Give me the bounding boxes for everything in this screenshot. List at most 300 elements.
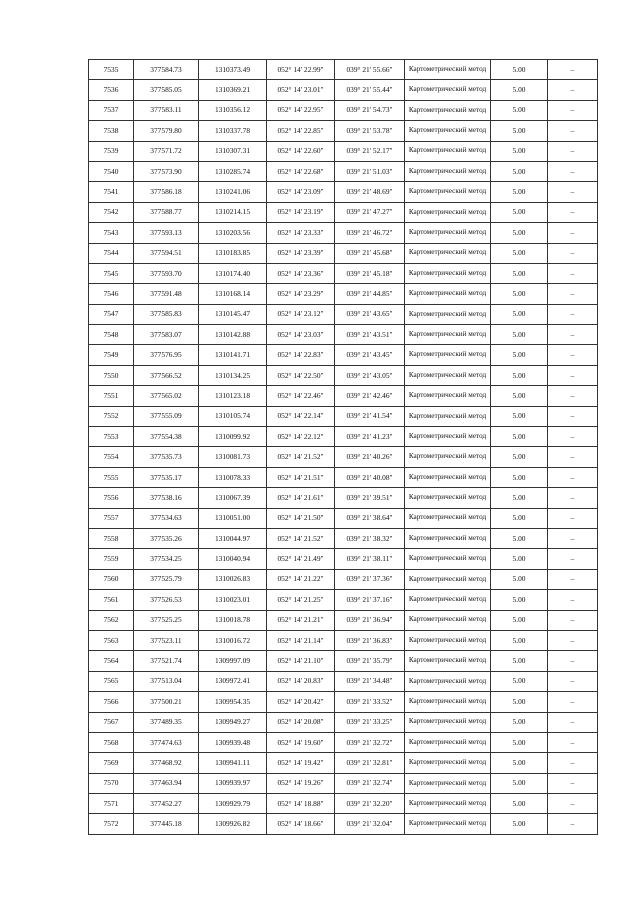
latitude-cell: 052° 14' 23.36" xyxy=(267,263,335,283)
accuracy-cell: 5.00 xyxy=(491,671,548,691)
accuracy-cell: 5.00 xyxy=(491,630,548,650)
x-coordinate-cell: 377583.11 xyxy=(134,100,199,120)
accuracy-cell: 5.00 xyxy=(491,161,548,181)
y-coordinate-cell: 1309926.82 xyxy=(199,814,267,834)
method-cell: Картометрический метод xyxy=(405,488,491,508)
description-cell: – xyxy=(548,773,598,793)
description-cell: – xyxy=(548,467,598,487)
table-row xyxy=(89,365,598,385)
method-cell: Картометрический метод xyxy=(405,427,491,447)
x-coordinate-cell: 377586.18 xyxy=(134,182,199,202)
y-coordinate-cell: 1310373.49 xyxy=(199,60,267,80)
latitude-cell: 052° 14' 22.60" xyxy=(267,141,335,161)
latitude-cell: 052° 14' 22.95" xyxy=(267,100,335,120)
description-cell: – xyxy=(548,223,598,243)
accuracy-cell: 5.00 xyxy=(491,467,548,487)
latitude-cell: 052° 14' 21.49" xyxy=(267,549,335,569)
point-number-cell: 7539 xyxy=(89,141,134,161)
longitude-cell: 039° 21' 43.65" xyxy=(335,304,405,324)
x-coordinate-cell: 377576.95 xyxy=(134,345,199,365)
table-row xyxy=(89,141,598,161)
method-cell: Картометрический метод xyxy=(405,243,491,263)
longitude-cell: 039° 21' 32.20" xyxy=(335,794,405,814)
accuracy-cell: 5.00 xyxy=(491,651,548,671)
description-cell: – xyxy=(548,161,598,181)
table-row xyxy=(89,202,598,222)
method-cell: Картометрический метод xyxy=(405,467,491,487)
longitude-cell: 039° 21' 55.44" xyxy=(335,80,405,100)
accuracy-cell: 5.00 xyxy=(491,732,548,752)
y-coordinate-cell: 1310142.88 xyxy=(199,325,267,345)
longitude-cell: 039° 21' 37.16" xyxy=(335,590,405,610)
point-number-cell: 7542 xyxy=(89,202,134,222)
method-cell: Картометрический метод xyxy=(405,590,491,610)
accuracy-cell: 5.00 xyxy=(491,528,548,548)
x-coordinate-cell: 377583.07 xyxy=(134,325,199,345)
longitude-cell: 039° 21' 41.23" xyxy=(335,427,405,447)
accuracy-cell: 5.00 xyxy=(491,406,548,426)
y-coordinate-cell: 1309949.27 xyxy=(199,712,267,732)
point-number-cell: 7559 xyxy=(89,549,134,569)
method-cell: Картометрический метод xyxy=(405,345,491,365)
y-coordinate-cell: 1310356.12 xyxy=(199,100,267,120)
method-cell: Картометрический метод xyxy=(405,263,491,283)
accuracy-cell: 5.00 xyxy=(491,223,548,243)
method-cell: Картометрический метод xyxy=(405,406,491,426)
x-coordinate-cell: 377523.11 xyxy=(134,630,199,650)
accuracy-cell: 5.00 xyxy=(491,121,548,141)
accuracy-cell: 5.00 xyxy=(491,773,548,793)
latitude-cell: 052° 14' 22.68" xyxy=(267,161,335,181)
latitude-cell: 052° 14' 23.03" xyxy=(267,325,335,345)
y-coordinate-cell: 1310285.74 xyxy=(199,161,267,181)
table-row xyxy=(89,732,598,752)
table-row xyxy=(89,590,598,610)
x-coordinate-cell: 377452.27 xyxy=(134,794,199,814)
x-coordinate-cell: 377535.17 xyxy=(134,467,199,487)
description-cell: – xyxy=(548,345,598,365)
table-row xyxy=(89,80,598,100)
accuracy-cell: 5.00 xyxy=(491,610,548,630)
x-coordinate-cell: 377579.80 xyxy=(134,121,199,141)
point-number-cell: 7561 xyxy=(89,590,134,610)
method-cell: Картометрический метод xyxy=(405,365,491,385)
method-cell: Картометрический метод xyxy=(405,528,491,548)
description-cell: – xyxy=(548,80,598,100)
point-number-cell: 7571 xyxy=(89,794,134,814)
accuracy-cell: 5.00 xyxy=(491,569,548,589)
x-coordinate-cell: 377521.74 xyxy=(134,651,199,671)
x-coordinate-cell: 377445.18 xyxy=(134,814,199,834)
latitude-cell: 052° 14' 23.01" xyxy=(267,80,335,100)
x-coordinate-cell: 377585.05 xyxy=(134,80,199,100)
x-coordinate-cell: 377534.63 xyxy=(134,508,199,528)
method-cell: Картометрический метод xyxy=(405,60,491,80)
method-cell: Картометрический метод xyxy=(405,304,491,324)
method-cell: Картометрический метод xyxy=(405,80,491,100)
description-cell: – xyxy=(548,569,598,589)
description-cell: – xyxy=(548,528,598,548)
method-cell: Картометрический метод xyxy=(405,569,491,589)
method-cell: Картометрический метод xyxy=(405,161,491,181)
description-cell: – xyxy=(548,651,598,671)
y-coordinate-cell: 1310307.31 xyxy=(199,141,267,161)
y-coordinate-cell: 1310141.71 xyxy=(199,345,267,365)
table-row xyxy=(89,773,598,793)
table-row xyxy=(89,121,598,141)
x-coordinate-cell: 377594.51 xyxy=(134,243,199,263)
x-coordinate-cell: 377593.13 xyxy=(134,223,199,243)
coordinates-table xyxy=(88,59,598,835)
method-cell: Картометрический метод xyxy=(405,753,491,773)
method-cell: Картометрический метод xyxy=(405,549,491,569)
longitude-cell: 039° 21' 37.36" xyxy=(335,569,405,589)
description-cell: – xyxy=(548,284,598,304)
accuracy-cell: 5.00 xyxy=(491,100,548,120)
accuracy-cell: 5.00 xyxy=(491,427,548,447)
point-number-cell: 7557 xyxy=(89,508,134,528)
x-coordinate-cell: 377526.53 xyxy=(134,590,199,610)
latitude-cell: 052° 14' 22.50" xyxy=(267,365,335,385)
method-cell: Картометрический метод xyxy=(405,100,491,120)
method-cell: Картометрический метод xyxy=(405,794,491,814)
point-number-cell: 7543 xyxy=(89,223,134,243)
latitude-cell: 052° 14' 23.09" xyxy=(267,182,335,202)
method-cell: Картометрический метод xyxy=(405,610,491,630)
accuracy-cell: 5.00 xyxy=(491,182,548,202)
longitude-cell: 039° 21' 38.64" xyxy=(335,508,405,528)
y-coordinate-cell: 1310023.01 xyxy=(199,590,267,610)
method-cell: Картометрический метод xyxy=(405,630,491,650)
description-cell: – xyxy=(548,263,598,283)
x-coordinate-cell: 377500.21 xyxy=(134,692,199,712)
table-row xyxy=(89,508,598,528)
description-cell: – xyxy=(548,100,598,120)
accuracy-cell: 5.00 xyxy=(491,60,548,80)
y-coordinate-cell: 1310018.78 xyxy=(199,610,267,630)
longitude-cell: 039° 21' 40.26" xyxy=(335,447,405,467)
latitude-cell: 052° 14' 18.66" xyxy=(267,814,335,834)
longitude-cell: 039° 21' 48.69" xyxy=(335,182,405,202)
method-cell: Картометрический метод xyxy=(405,671,491,691)
point-number-cell: 7538 xyxy=(89,121,134,141)
latitude-cell: 052° 14' 21.22" xyxy=(267,569,335,589)
point-number-cell: 7564 xyxy=(89,651,134,671)
accuracy-cell: 5.00 xyxy=(491,590,548,610)
latitude-cell: 052° 14' 22.83" xyxy=(267,345,335,365)
description-cell: – xyxy=(548,304,598,324)
latitude-cell: 052° 14' 21.14" xyxy=(267,630,335,650)
y-coordinate-cell: 1310168.14 xyxy=(199,284,267,304)
y-coordinate-cell: 1310214.15 xyxy=(199,202,267,222)
description-cell: – xyxy=(548,549,598,569)
longitude-cell: 039° 21' 45.18" xyxy=(335,263,405,283)
latitude-cell: 052° 14' 21.52" xyxy=(267,528,335,548)
longitude-cell: 039° 21' 55.66" xyxy=(335,60,405,80)
longitude-cell: 039° 21' 32.74" xyxy=(335,773,405,793)
x-coordinate-cell: 377538.16 xyxy=(134,488,199,508)
accuracy-cell: 5.00 xyxy=(491,141,548,161)
latitude-cell: 052° 14' 22.99" xyxy=(267,60,335,80)
table-row xyxy=(89,243,598,263)
point-number-cell: 7562 xyxy=(89,610,134,630)
description-cell: – xyxy=(548,386,598,406)
latitude-cell: 052° 14' 23.33" xyxy=(267,223,335,243)
longitude-cell: 039° 21' 46.72" xyxy=(335,223,405,243)
accuracy-cell: 5.00 xyxy=(491,202,548,222)
longitude-cell: 039° 21' 41.54" xyxy=(335,406,405,426)
description-cell: – xyxy=(548,508,598,528)
latitude-cell: 052° 14' 21.52" xyxy=(267,447,335,467)
point-number-cell: 7555 xyxy=(89,467,134,487)
method-cell: Картометрический метод xyxy=(405,692,491,712)
longitude-cell: 039° 21' 33.25" xyxy=(335,712,405,732)
x-coordinate-cell: 377555.09 xyxy=(134,406,199,426)
description-cell: – xyxy=(548,202,598,222)
latitude-cell: 052° 14' 20.08" xyxy=(267,712,335,732)
y-coordinate-cell: 1310123.18 xyxy=(199,386,267,406)
table-body xyxy=(89,60,598,835)
table-row xyxy=(89,161,598,181)
longitude-cell: 039° 21' 38.11" xyxy=(335,549,405,569)
y-coordinate-cell: 1309972.41 xyxy=(199,671,267,691)
table-row xyxy=(89,528,598,548)
method-cell: Картометрический метод xyxy=(405,284,491,304)
y-coordinate-cell: 1309941.11 xyxy=(199,753,267,773)
point-number-cell: 7547 xyxy=(89,304,134,324)
method-cell: Картометрический метод xyxy=(405,712,491,732)
longitude-cell: 039° 21' 51.03" xyxy=(335,161,405,181)
description-cell: – xyxy=(548,325,598,345)
y-coordinate-cell: 1310040.94 xyxy=(199,549,267,569)
description-cell: – xyxy=(548,182,598,202)
method-cell: Картометрический метод xyxy=(405,141,491,161)
point-number-cell: 7540 xyxy=(89,161,134,181)
latitude-cell: 052° 14' 21.51" xyxy=(267,467,335,487)
accuracy-cell: 5.00 xyxy=(491,325,548,345)
description-cell: – xyxy=(548,753,598,773)
point-number-cell: 7544 xyxy=(89,243,134,263)
method-cell: Картометрический метод xyxy=(405,651,491,671)
latitude-cell: 052° 14' 22.12" xyxy=(267,427,335,447)
point-number-cell: 7552 xyxy=(89,406,134,426)
table-row xyxy=(89,753,598,773)
latitude-cell: 052° 14' 23.39" xyxy=(267,243,335,263)
latitude-cell: 052° 14' 22.85" xyxy=(267,121,335,141)
x-coordinate-cell: 377585.83 xyxy=(134,304,199,324)
table-row xyxy=(89,671,598,691)
description-cell: – xyxy=(548,794,598,814)
method-cell: Картометрический метод xyxy=(405,386,491,406)
longitude-cell: 039° 21' 35.79" xyxy=(335,651,405,671)
x-coordinate-cell: 377468.92 xyxy=(134,753,199,773)
point-number-cell: 7569 xyxy=(89,753,134,773)
x-coordinate-cell: 377463.94 xyxy=(134,773,199,793)
accuracy-cell: 5.00 xyxy=(491,345,548,365)
method-cell: Картометрический метод xyxy=(405,182,491,202)
description-cell: – xyxy=(548,121,598,141)
method-cell: Картометрический метод xyxy=(405,121,491,141)
x-coordinate-cell: 377489.35 xyxy=(134,712,199,732)
longitude-cell: 039° 21' 32.72" xyxy=(335,732,405,752)
point-number-cell: 7554 xyxy=(89,447,134,467)
accuracy-cell: 5.00 xyxy=(491,284,548,304)
table-row xyxy=(89,263,598,283)
y-coordinate-cell: 1310337.78 xyxy=(199,121,267,141)
longitude-cell: 039° 21' 32.81" xyxy=(335,753,405,773)
latitude-cell: 052° 14' 20.83" xyxy=(267,671,335,691)
latitude-cell: 052° 14' 19.26" xyxy=(267,773,335,793)
latitude-cell: 052° 14' 23.12" xyxy=(267,304,335,324)
table-row xyxy=(89,549,598,569)
y-coordinate-cell: 1310145.47 xyxy=(199,304,267,324)
longitude-cell: 039° 21' 43.51" xyxy=(335,325,405,345)
table-row xyxy=(89,223,598,243)
table-row xyxy=(89,610,598,630)
accuracy-cell: 5.00 xyxy=(491,304,548,324)
latitude-cell: 052° 14' 21.21" xyxy=(267,610,335,630)
table-row xyxy=(89,386,598,406)
x-coordinate-cell: 377534.25 xyxy=(134,549,199,569)
y-coordinate-cell: 1310044.97 xyxy=(199,528,267,548)
y-coordinate-cell: 1310183.85 xyxy=(199,243,267,263)
accuracy-cell: 5.00 xyxy=(491,243,548,263)
latitude-cell: 052° 14' 21.61" xyxy=(267,488,335,508)
y-coordinate-cell: 1310134.25 xyxy=(199,365,267,385)
longitude-cell: 039° 21' 47.27" xyxy=(335,202,405,222)
longitude-cell: 039° 21' 39.51" xyxy=(335,488,405,508)
y-coordinate-cell: 1309954.35 xyxy=(199,692,267,712)
table-row xyxy=(89,345,598,365)
point-number-cell: 7551 xyxy=(89,386,134,406)
method-cell: Картометрический метод xyxy=(405,223,491,243)
point-number-cell: 7567 xyxy=(89,712,134,732)
y-coordinate-cell: 1310105.74 xyxy=(199,406,267,426)
accuracy-cell: 5.00 xyxy=(491,488,548,508)
description-cell: – xyxy=(548,243,598,263)
table-row xyxy=(89,304,598,324)
longitude-cell: 039° 21' 32.04" xyxy=(335,814,405,834)
x-coordinate-cell: 377591.48 xyxy=(134,284,199,304)
description-cell: – xyxy=(548,60,598,80)
longitude-cell: 039° 21' 36.83" xyxy=(335,630,405,650)
longitude-cell: 039° 21' 53.78" xyxy=(335,121,405,141)
accuracy-cell: 5.00 xyxy=(491,80,548,100)
y-coordinate-cell: 1309939.48 xyxy=(199,732,267,752)
longitude-cell: 039° 21' 36.94" xyxy=(335,610,405,630)
point-number-cell: 7545 xyxy=(89,263,134,283)
latitude-cell: 052° 14' 21.50" xyxy=(267,508,335,528)
x-coordinate-cell: 377554.38 xyxy=(134,427,199,447)
method-cell: Картометрический метод xyxy=(405,773,491,793)
x-coordinate-cell: 377588.77 xyxy=(134,202,199,222)
longitude-cell: 039° 21' 52.17" xyxy=(335,141,405,161)
accuracy-cell: 5.00 xyxy=(491,794,548,814)
y-coordinate-cell: 1310051.00 xyxy=(199,508,267,528)
x-coordinate-cell: 377573.90 xyxy=(134,161,199,181)
x-coordinate-cell: 377474.63 xyxy=(134,732,199,752)
point-number-cell: 7536 xyxy=(89,80,134,100)
longitude-cell: 039° 21' 45.68" xyxy=(335,243,405,263)
x-coordinate-cell: 377593.70 xyxy=(134,263,199,283)
longitude-cell: 039° 21' 33.52" xyxy=(335,692,405,712)
accuracy-cell: 5.00 xyxy=(491,549,548,569)
point-number-cell: 7572 xyxy=(89,814,134,834)
latitude-cell: 052° 14' 21.10" xyxy=(267,651,335,671)
longitude-cell: 039° 21' 44.85" xyxy=(335,284,405,304)
y-coordinate-cell: 1310078.33 xyxy=(199,467,267,487)
point-number-cell: 7535 xyxy=(89,60,134,80)
latitude-cell: 052° 14' 23.19" xyxy=(267,202,335,222)
description-cell: – xyxy=(548,732,598,752)
table-row xyxy=(89,325,598,345)
accuracy-cell: 5.00 xyxy=(491,508,548,528)
table-row xyxy=(89,406,598,426)
x-coordinate-cell: 377566.52 xyxy=(134,365,199,385)
method-cell: Картометрический метод xyxy=(405,508,491,528)
description-cell: – xyxy=(548,406,598,426)
y-coordinate-cell: 1310369.21 xyxy=(199,80,267,100)
point-number-cell: 7565 xyxy=(89,671,134,691)
latitude-cell: 052° 14' 19.60" xyxy=(267,732,335,752)
table-row xyxy=(89,630,598,650)
description-cell: – xyxy=(548,692,598,712)
point-number-cell: 7568 xyxy=(89,732,134,752)
point-number-cell: 7546 xyxy=(89,284,134,304)
table-row xyxy=(89,712,598,732)
longitude-cell: 039° 21' 42.46" xyxy=(335,386,405,406)
latitude-cell: 052° 14' 23.29" xyxy=(267,284,335,304)
point-number-cell: 7553 xyxy=(89,427,134,447)
accuracy-cell: 5.00 xyxy=(491,386,548,406)
method-cell: Картометрический метод xyxy=(405,732,491,752)
table-row xyxy=(89,692,598,712)
x-coordinate-cell: 377571.72 xyxy=(134,141,199,161)
description-cell: – xyxy=(548,365,598,385)
table-row xyxy=(89,569,598,589)
table-row xyxy=(89,100,598,120)
longitude-cell: 039° 21' 54.73" xyxy=(335,100,405,120)
method-cell: Картометрический метод xyxy=(405,447,491,467)
accuracy-cell: 5.00 xyxy=(491,692,548,712)
latitude-cell: 052° 14' 22.46" xyxy=(267,386,335,406)
method-cell: Картометрический метод xyxy=(405,325,491,345)
longitude-cell: 039° 21' 34.48" xyxy=(335,671,405,691)
longitude-cell: 039° 21' 40.08" xyxy=(335,467,405,487)
description-cell: – xyxy=(548,141,598,161)
point-number-cell: 7537 xyxy=(89,100,134,120)
x-coordinate-cell: 377565.02 xyxy=(134,386,199,406)
table-row xyxy=(89,182,598,202)
point-number-cell: 7548 xyxy=(89,325,134,345)
point-number-cell: 7549 xyxy=(89,345,134,365)
table-row xyxy=(89,794,598,814)
y-coordinate-cell: 1310174.40 xyxy=(199,263,267,283)
y-coordinate-cell: 1309929.79 xyxy=(199,794,267,814)
y-coordinate-cell: 1310099.92 xyxy=(199,427,267,447)
table-row xyxy=(89,427,598,447)
x-coordinate-cell: 377513.04 xyxy=(134,671,199,691)
latitude-cell: 052° 14' 20.42" xyxy=(267,692,335,712)
point-number-cell: 7558 xyxy=(89,528,134,548)
description-cell: – xyxy=(548,814,598,834)
point-number-cell: 7560 xyxy=(89,569,134,589)
method-cell: Картометрический метод xyxy=(405,814,491,834)
table-row xyxy=(89,651,598,671)
longitude-cell: 039° 21' 43.45" xyxy=(335,345,405,365)
description-cell: – xyxy=(548,488,598,508)
table-row xyxy=(89,488,598,508)
